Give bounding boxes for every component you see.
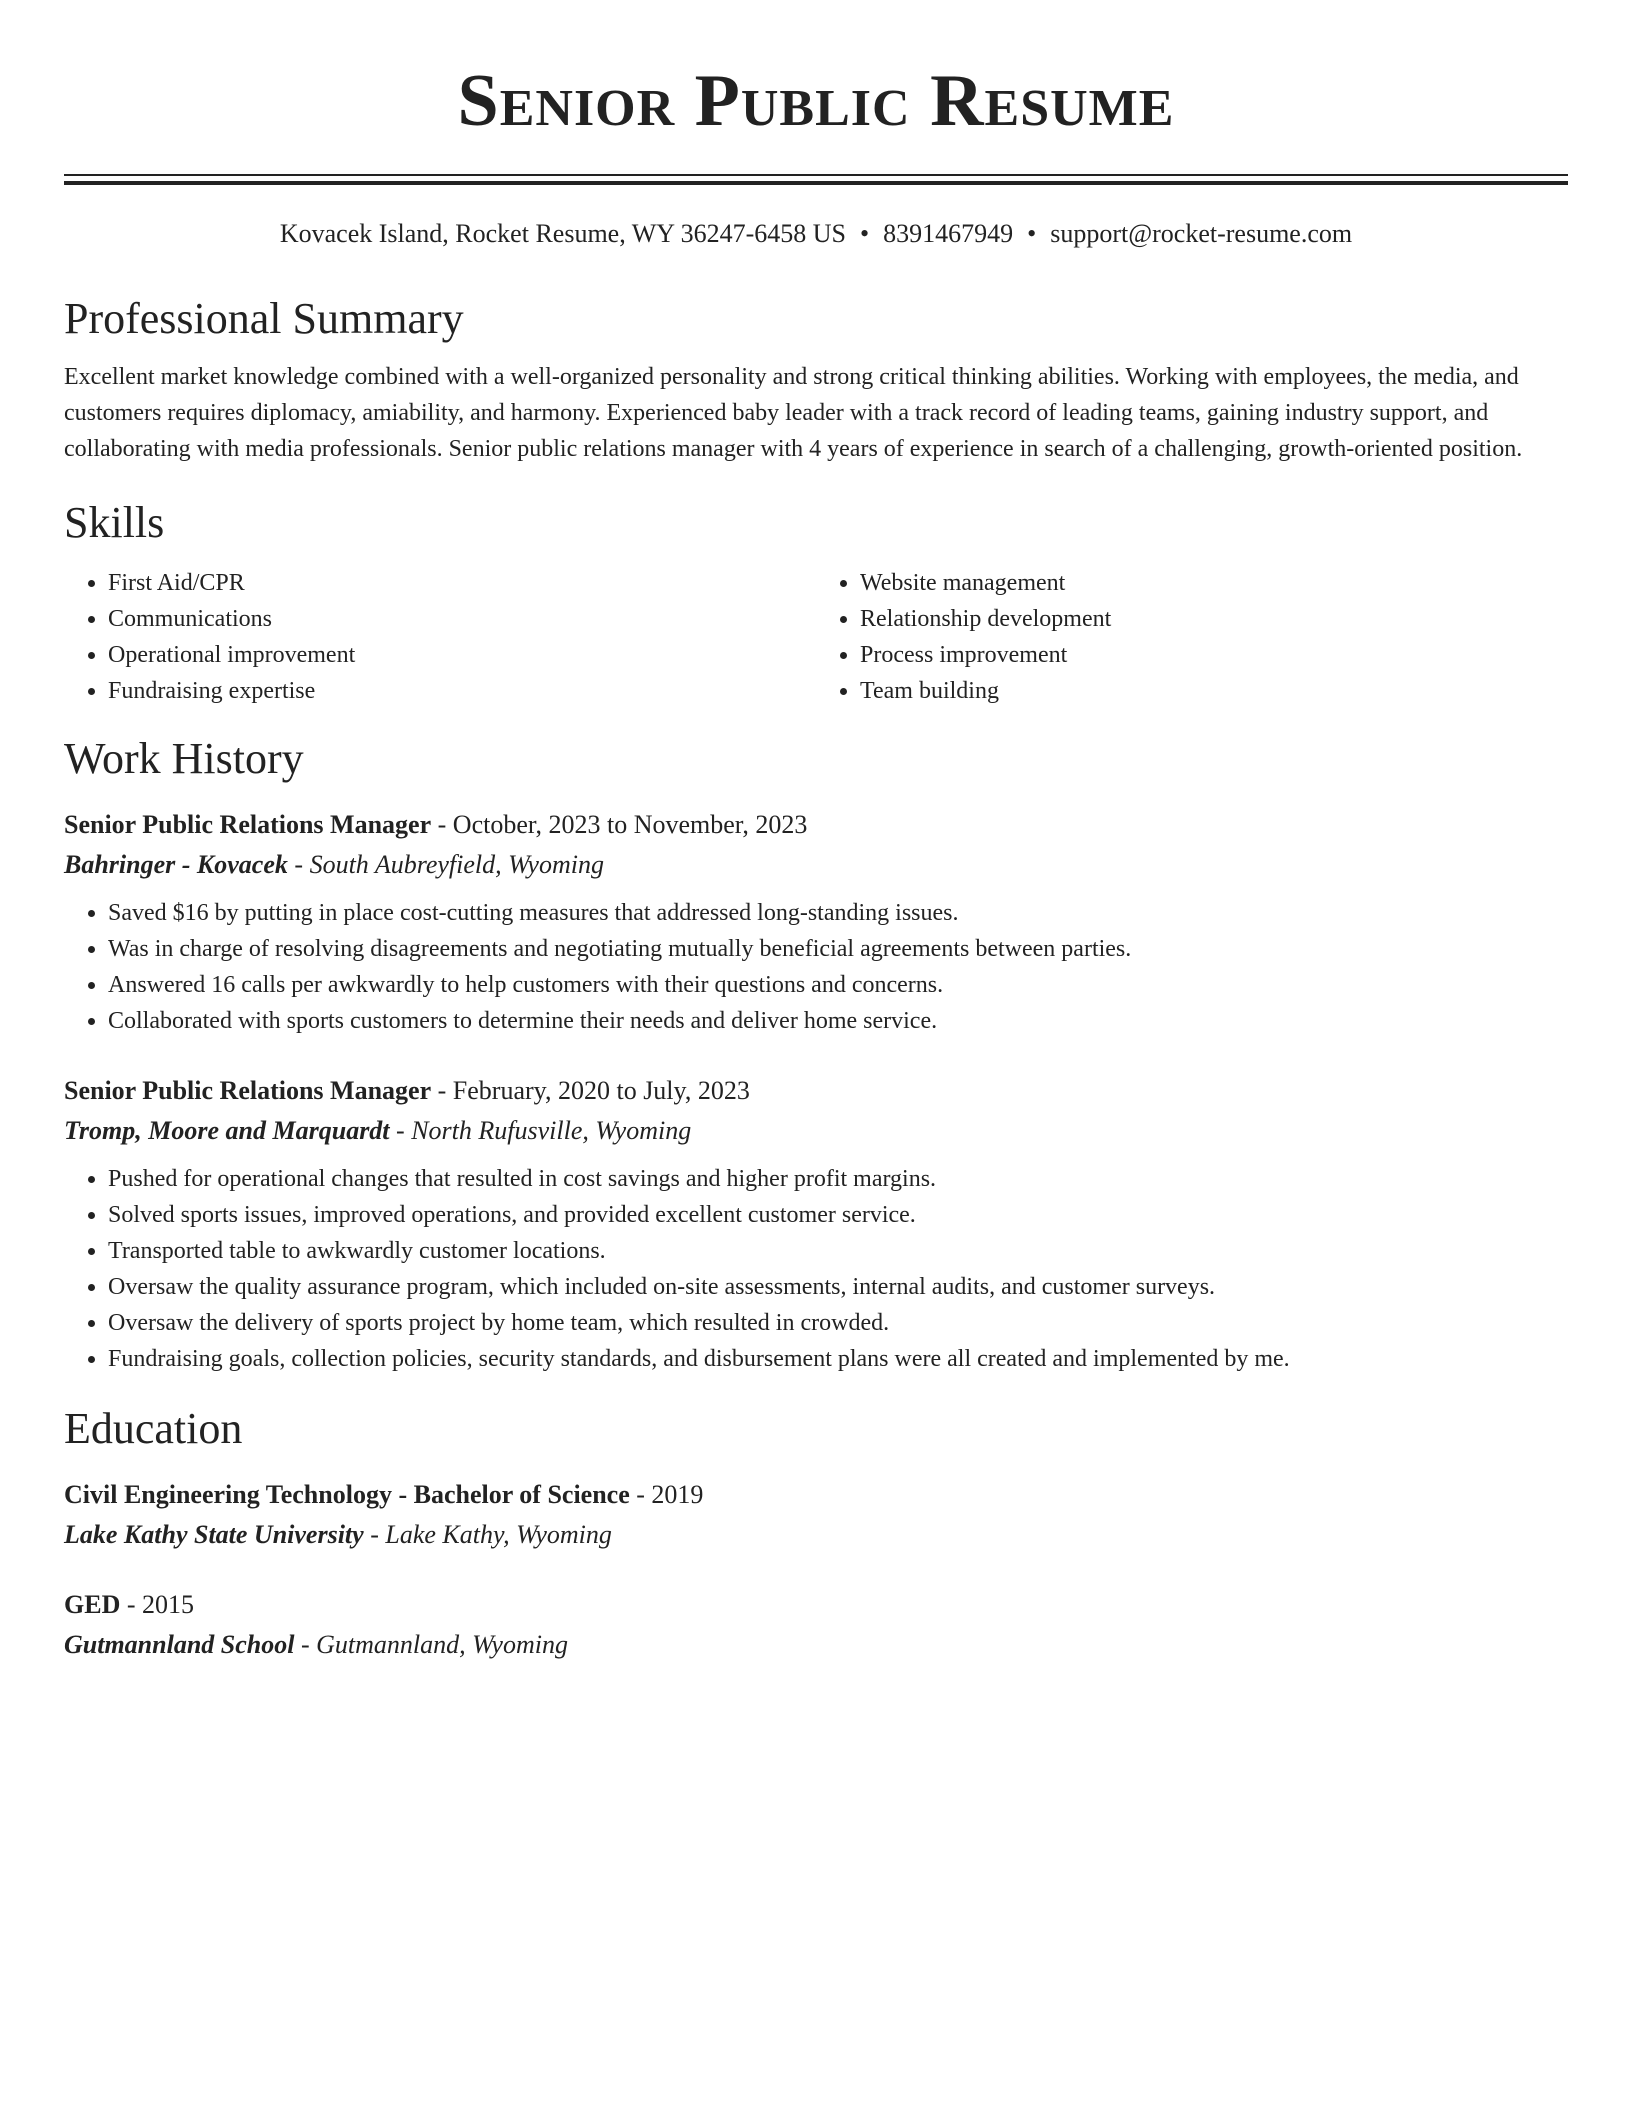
job-bullet: • Collaborated with sports customers to determine their needs and deliver home service.	[108, 1003, 1568, 1039]
dash: -	[437, 1076, 447, 1105]
education-heading: Education	[64, 1404, 243, 1453]
education-entry	[64, 1475, 1568, 1555]
job-bullets	[64, 1161, 1568, 1377]
contact-line	[64, 217, 1568, 251]
education-year: 2019	[651, 1480, 704, 1509]
education-location: Lake Kathy, Wyoming	[385, 1520, 612, 1549]
job-location: South Aubreyfield, Wyoming	[309, 850, 604, 879]
dash: -	[126, 1590, 136, 1619]
dash: -	[396, 1116, 405, 1145]
work-history-heading: Work History	[64, 734, 304, 783]
skills-column-left	[64, 565, 816, 709]
job-header	[64, 1071, 1568, 1111]
skill-item: • Fundraising expertise	[108, 673, 816, 709]
dash: -	[300, 1630, 310, 1659]
skill-item: • Process improvement	[860, 637, 1568, 673]
job-bullet: • Solved sports issues, improved operations, and provided excellent customer service.	[108, 1197, 1568, 1233]
skills-heading: Skills	[64, 498, 165, 547]
job-bullet: • Saved $16 by putting in place cost-cutting measures that addressed long-standing issues.	[108, 895, 1568, 931]
job-dates: February, 2020 to July, 2023	[452, 1076, 750, 1105]
skill-item: • Website management	[860, 565, 1568, 601]
contact-email: support@rocket-resume.com	[1050, 219, 1353, 248]
resume-name: Senior Public Resume	[457, 60, 1175, 142]
skill-item: • Team building	[860, 673, 1568, 709]
contact-phone: 8391467949	[883, 219, 1014, 248]
job-entry	[64, 805, 1568, 1039]
education-school: Lake Kathy State University	[64, 1520, 364, 1549]
education-entry	[64, 1585, 1568, 1665]
job-bullet: • Answered 16 calls per awkwardly to help customers with their questions and concerns.	[108, 967, 1568, 1003]
header-divider	[64, 174, 1568, 185]
job-dates: October, 2023 to November, 2023	[452, 810, 808, 839]
contact-separator: •	[859, 219, 870, 248]
skill-item: • Operational improvement	[108, 637, 816, 673]
education-school: Gutmannland School	[64, 1630, 295, 1659]
education-header	[64, 1475, 1568, 1515]
education-degree: Civil Engineering Technology - Bachelor of Science	[64, 1480, 630, 1509]
dash: -	[437, 810, 447, 839]
summary-heading: Professional Summary	[64, 294, 464, 343]
job-company: Tromp, Moore and Marquardt	[64, 1116, 390, 1145]
job-company-line	[64, 1111, 1568, 1151]
dash: -	[294, 850, 304, 879]
job-bullet: • Pushed for operational changes that resulted in cost savings and higher profit margins.	[108, 1161, 1568, 1197]
skill-item: • First Aid/CPR	[108, 565, 816, 601]
skill-item: • Relationship development	[860, 601, 1568, 637]
education-school-line	[64, 1625, 1568, 1665]
dash: -	[636, 1480, 645, 1509]
job-bullet: • Oversaw the delivery of sports project by home team, which resulted in crowded.	[108, 1305, 1568, 1341]
education-school-line	[64, 1515, 1568, 1555]
contact-separator: •	[1027, 219, 1037, 248]
job-header	[64, 805, 1568, 845]
job-title: Senior Public Relations Manager	[64, 810, 432, 839]
skill-item: • Communications	[108, 601, 816, 637]
contact-address: Kovacek Island, Rocket Resume, WY 36247-6458 US	[279, 219, 846, 248]
job-bullet: • Transported table to awkwardly customer locations.	[108, 1233, 1568, 1269]
job-title: Senior Public Relations Manager	[64, 1076, 432, 1105]
education-degree: GED	[64, 1590, 121, 1619]
job-bullets	[64, 895, 1568, 1039]
job-company: Bahringer - Kovacek	[64, 850, 288, 879]
job-bullet: • Was in charge of resolving disagreements and negotiating mutually beneficial agreements between parties.	[108, 931, 1568, 967]
skills-list	[64, 565, 1568, 709]
skills-column-right	[816, 565, 1568, 709]
job-location: North Rufusville, Wyoming	[411, 1116, 692, 1145]
job-bullet: • Oversaw the quality assurance program, which included on-site assessments, internal audits, and customer surveys.	[108, 1269, 1568, 1305]
job-bullet: • Fundraising goals, collection policies, security standards, and disbursement plans were all created and implemented by me.	[108, 1341, 1568, 1377]
education-year: 2015	[142, 1590, 195, 1619]
education-header	[64, 1585, 1568, 1625]
summary-text: Excellent market knowledge combined with a well-organized personality and strong critical thinking abilities. Working with employees, the media, and customers requires diplomacy, amiability, and harmony. Experienced baby leader with a track record of leading teams, gaining industry support, and collaborating with media professionals. Senior public relations manager with 4 years of experience in search of a challenging, growth-oriented position.	[64, 364, 1523, 462]
education-location: Gutmannland, Wyoming	[316, 1630, 568, 1659]
dash: -	[370, 1520, 379, 1549]
job-company-line	[64, 845, 1568, 885]
job-entry	[64, 1071, 1568, 1377]
